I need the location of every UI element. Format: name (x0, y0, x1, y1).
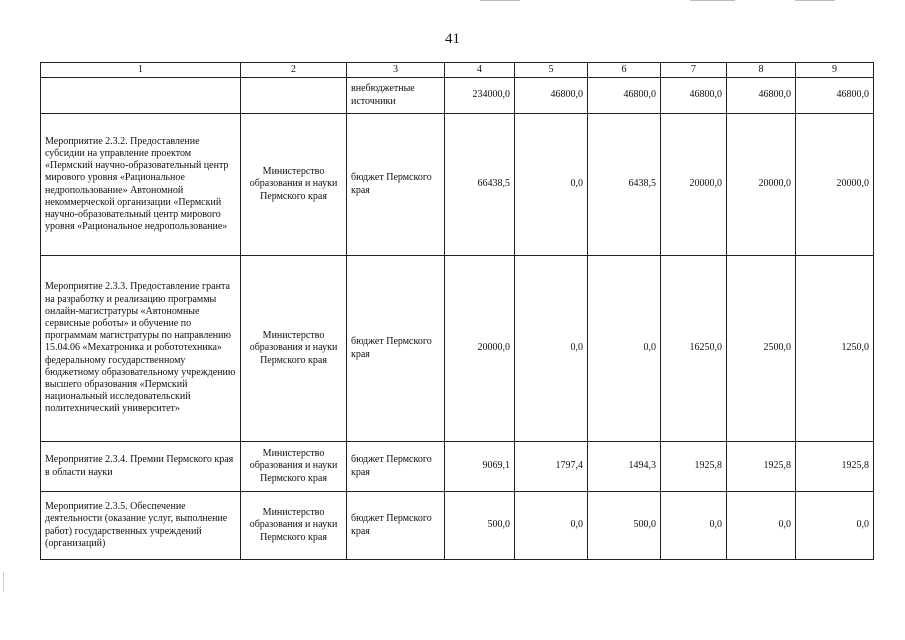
value-cell: 1925,8 (727, 442, 796, 492)
value-cell: 20000,0 (445, 256, 515, 442)
value-cell: 1494,3 (588, 442, 661, 492)
value-cell: 46800,0 (661, 78, 727, 114)
column-number: 5 (515, 63, 588, 78)
column-number: 2 (241, 63, 347, 78)
value-cell: 20000,0 (727, 114, 796, 256)
value-cell: 20000,0 (796, 114, 874, 256)
value-cell: 1797,4 (515, 442, 588, 492)
value-cell: 0,0 (588, 256, 661, 442)
table-row (41, 492, 874, 560)
column-number: 8 (727, 63, 796, 78)
executor-cell: Министерство образования и науки Пермского края (241, 442, 347, 492)
activity-cell: Мероприятие 2.3.2. Предоставление субсидии на управление проектом «Пермский научно-образовательный центр мирового уровня «Рациональное недропользование» Автономной некоммерческой организации «Пермский научно-образовательный центр мирового уровня «Рациональное недропользование» (41, 114, 241, 256)
source-cell: бюджет Пермского края (347, 114, 445, 256)
value-cell: 234000,0 (445, 78, 515, 114)
executor-cell: Министерство образования и науки Пермского края (241, 114, 347, 256)
value-cell: 1925,8 (796, 442, 874, 492)
value-cell: 2500,0 (727, 256, 796, 442)
table-row (41, 114, 874, 256)
executor-cell (241, 78, 347, 114)
value-cell: 6438,5 (588, 114, 661, 256)
value-cell: 0,0 (727, 492, 796, 560)
column-number: 4 (445, 63, 515, 78)
value-cell: 46800,0 (796, 78, 874, 114)
value-cell: 1250,0 (796, 256, 874, 442)
column-number: 3 (347, 63, 445, 78)
value-cell: 500,0 (588, 492, 661, 560)
value-cell: 0,0 (661, 492, 727, 560)
table-row (41, 256, 874, 442)
column-number: 6 (588, 63, 661, 78)
value-cell: 16250,0 (661, 256, 727, 442)
scan-edge-mark (690, 0, 735, 1)
table-row (41, 78, 874, 114)
value-cell: 500,0 (445, 492, 515, 560)
column-number: 1 (41, 63, 241, 78)
table-row (41, 442, 874, 492)
source-cell: бюджет Пермского края (347, 442, 445, 492)
scan-edge-mark (795, 0, 835, 1)
column-number: 7 (661, 63, 727, 78)
value-cell: 46800,0 (727, 78, 796, 114)
source-cell: внебюджетные источники (347, 78, 445, 114)
activity-cell: Мероприятие 2.3.3. Предоставление гранта на разработку и реализацию программы онлайн-магистратуры «Автономные сервисные роботы» и обучение по программам магистратуры по направлению 15.04.06 «Мехатроника и робототехника» федеральному государственному бюджетному образовательному учреждению высшего образования «Пермский национальный исследовательский политехнический университет» (41, 256, 241, 442)
activity-cell (41, 78, 241, 114)
scan-edge-mark (480, 0, 520, 1)
page-number: 41 (445, 31, 460, 47)
activity-cell: Мероприятие 2.3.5. Обеспечение деятельности (оказание услуг, выполнение работ) государственных учреждений (организаций) (41, 492, 241, 560)
value-cell: 9069,1 (445, 442, 515, 492)
value-cell: 66438,5 (445, 114, 515, 256)
scan-edge-mark (3, 572, 4, 592)
value-cell: 46800,0 (515, 78, 588, 114)
column-number: 9 (796, 63, 874, 78)
value-cell: 0,0 (515, 492, 588, 560)
source-cell: бюджет Пермского края (347, 492, 445, 560)
column-number-row (41, 63, 874, 78)
value-cell: 0,0 (796, 492, 874, 560)
value-cell: 46800,0 (588, 78, 661, 114)
value-cell: 0,0 (515, 256, 588, 442)
value-cell: 20000,0 (661, 114, 727, 256)
source-cell: бюджет Пермского края (347, 256, 445, 442)
program-table (40, 62, 874, 560)
activity-cell: Мероприятие 2.3.4. Премии Пермского края в области науки (41, 442, 241, 492)
executor-cell: Министерство образования и науки Пермского края (241, 492, 347, 560)
value-cell: 0,0 (515, 114, 588, 256)
value-cell: 1925,8 (661, 442, 727, 492)
executor-cell: Министерство образования и науки Пермского края (241, 256, 347, 442)
